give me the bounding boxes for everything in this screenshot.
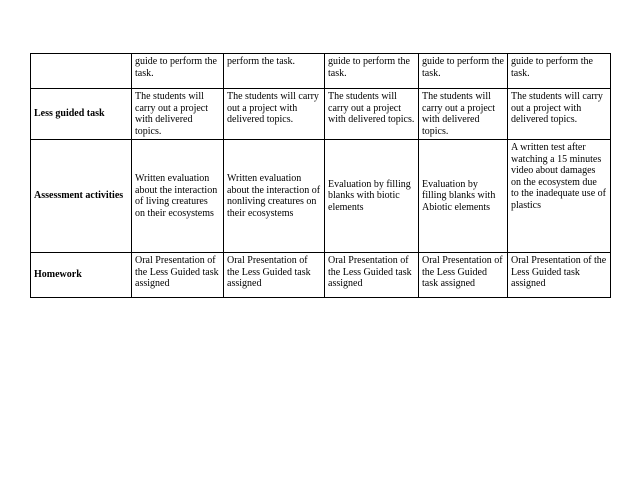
row-label xyxy=(31,54,132,89)
table-cell: A written test after watching a 15 minutes video about damages on the ecosystem due to the inadequate use of plastics xyxy=(508,140,611,253)
table-cell: Oral Presentation of the Less Guided task assigned xyxy=(325,253,419,298)
row-label: Homework xyxy=(31,253,132,298)
table-row-less-guided-task xyxy=(31,89,611,140)
table-cell: Oral Presentation of the Less Guided task assigned xyxy=(419,253,508,298)
table-cell: The students will carry out a project with delivered topics. xyxy=(419,89,508,140)
table-cell: Oral Presentation of the Less Guided task assigned xyxy=(508,253,611,298)
table-cell: Evaluation by filling blanks with biotic elements xyxy=(325,140,419,253)
table-cell: The students will carry out a project with delivered topics. xyxy=(508,89,611,140)
table-cell: guide to perform the task. xyxy=(325,54,419,89)
table-row-continued xyxy=(31,54,611,89)
row-label: Less guided task xyxy=(31,89,132,140)
table-cell: The students will carry out a project with delivered topics. xyxy=(325,89,419,140)
lesson-rubric-table xyxy=(30,53,611,298)
table-cell: Oral Presentation of the Less Guided task assigned xyxy=(132,253,224,298)
table-cell: Evaluation by filling blanks with Abiotic elements xyxy=(419,140,508,253)
table-row-assessment-activities xyxy=(31,140,611,253)
row-label: Assessment activities xyxy=(31,140,132,253)
table-cell: Written evaluation about the interaction of living creatures on their ecosystems xyxy=(132,140,224,253)
table-row-homework xyxy=(31,253,611,298)
table-cell: guide to perform the task. xyxy=(132,54,224,89)
table-cell: guide to perform the task. xyxy=(508,54,611,89)
table-cell: perform the task. xyxy=(224,54,325,89)
table-cell: Written evaluation about the interaction of nonliving creatures on their ecosystems xyxy=(224,140,325,253)
table-cell: guide to perform the task. xyxy=(419,54,508,89)
table-cell: Oral Presentation of the Less Guided task assigned xyxy=(224,253,325,298)
table-cell: The students will carry out a project with delivered topics. xyxy=(132,89,224,140)
table-cell: The students will carry out a project with delivered topics. xyxy=(224,89,325,140)
